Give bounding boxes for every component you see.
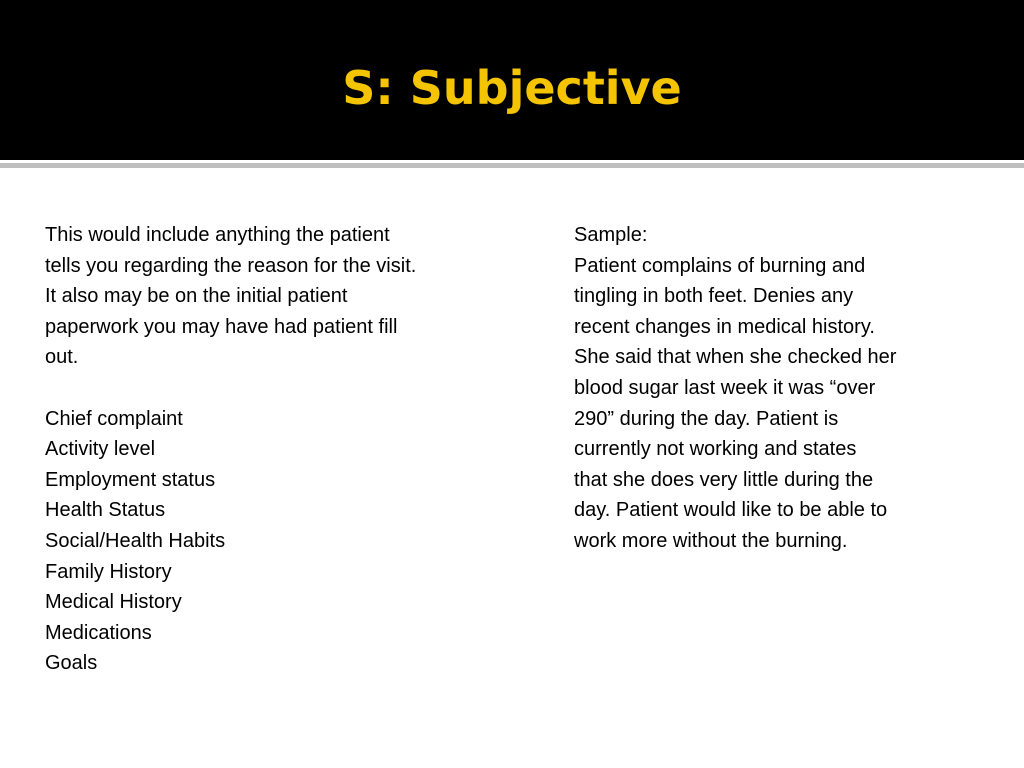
list-item: Employment status [45, 468, 216, 491]
list-item: Health Status [45, 499, 166, 522]
list-item: Family History [45, 560, 172, 583]
subjective-items-list [45, 404, 515, 679]
right-column [574, 220, 994, 557]
list-item: Chief complaint [45, 407, 183, 430]
title-bar [0, 0, 1024, 160]
sample-heading: Sample: [574, 224, 648, 246]
slide-title: S: Subjective [342, 61, 682, 115]
list-item: Activity level [45, 438, 156, 461]
paragraph-gap [45, 373, 515, 404]
list-item: Medical History [45, 591, 182, 614]
sample-paragraph: Patient complains of burning and tingling in both feet. Denies any recent changes in medical history. She said that when she checked her blood sugar last week it was “over 290” during the day. Patient is currently not working and states that she does very little during the day. Patient would like to be able to work more without the burning. [574, 254, 897, 552]
list-item: Goals [45, 652, 98, 675]
list-item: Social/Health Habits [45, 529, 226, 552]
title-divider [0, 163, 1024, 168]
list-item: Medications [45, 621, 152, 644]
left-column [45, 220, 515, 679]
intro-paragraph: This would include anything the patient tells you regarding the reason for the visit. It also may be on the initial patient paperwork you may have had patient fill out. [45, 224, 417, 369]
